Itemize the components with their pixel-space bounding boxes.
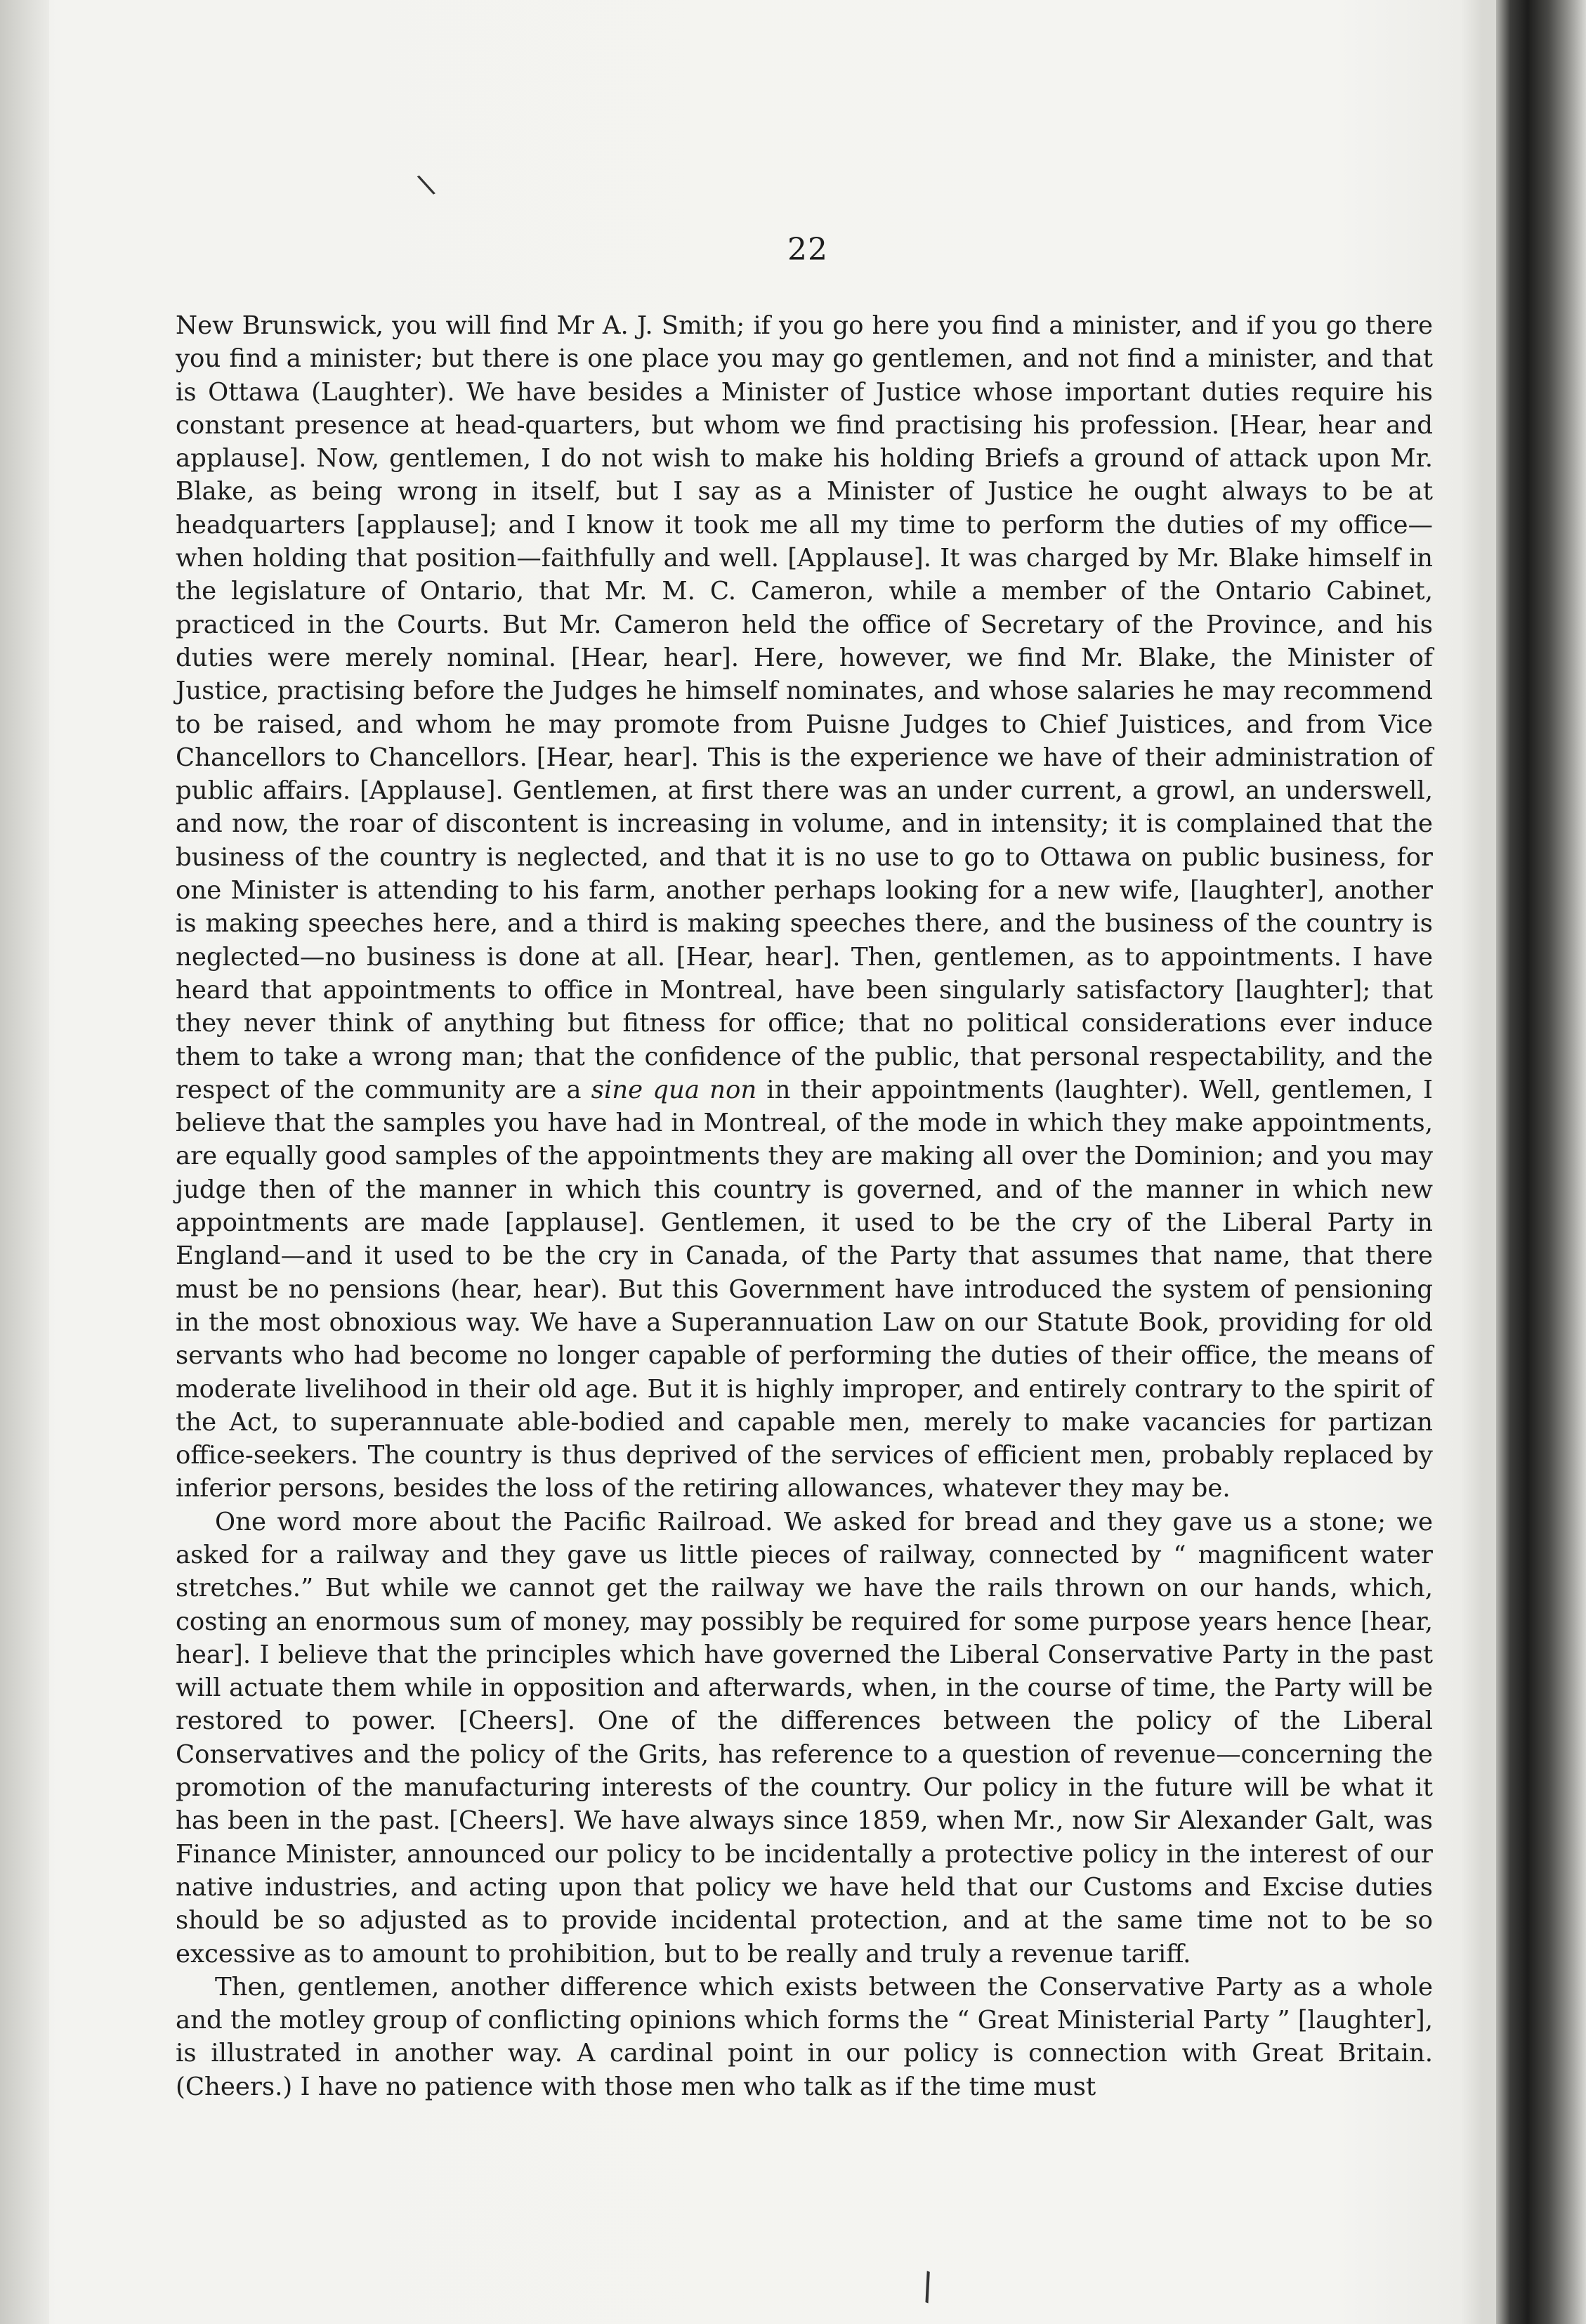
- text-run: One word more about the Pacific Railroad. We asked for bread and they gave us a stone; we asked for a railway and they gave us little pieces of railway, connected by “ magnificent water stretches.” But while we cannot get the railway we have the rails thrown on our hands, which, costing an enormous sum of money, may possibly be required for some purpose years hence [hear, hear]. I believe that the principles which have governed the Liberal Conservative Party in the past will actuate them while in opposition and afterwards, when, in the course of time, the Party will be restored to power. [Cheers]. One of the differences between the policy of the Liberal Conservatives and the policy of the Grits, has reference to a question of revenue—concerning the promotion of the manufacturing interests of the country. Our policy in the future will be what it has been in the past. [Cheers]. We have always since 1859, when Mr., now Sir Alexander Galt, was Finance Minister, announced our policy to be incidentally a protective policy in the interest of our native industries, and acting upon that policy we have held that our Customs and Excise duties should be so adjusted as to provide incidental protection, and at the same time not to be so excessive as to amount to prohibition, but to be really and truly a revenue tariff.: [176, 1507, 1433, 1969]
- book-binding-shadow: [1496, 0, 1586, 2324]
- page-number: 22: [787, 232, 828, 268]
- text-run: in their appointments (laughter). Well, gentlemen, I believe that the samples you have had in Montreal, of the mode in which they make appointments, are equally good samples of the appointments they are making all over the Dominion; and you may judge then of the manner in which this country is governed, and of the manner in which new appointments are made [applause]. Gentlemen, it used to be the cry of the Liberal Party in England—and it used to be the cry in Canada, of the Party that assumes that name, that there must be no pensions (hear, hear). But this Government have introduced the system of pensioning in the most obnoxious way. We have a Superannuation Law on our Statute Book, providing for old servants who had become no longer capable of performing the duties of their office, the means of moderate livelihood in their old age. But it is highly improper, and entirely contrary to the spirit of the Act, to superannuate able-bodied and capable men, merely to make vacancies for partizan office-seekers. The country is thus deprived of the services of efficient men, probably replaced by inferior persons, besides the loss of the retiring allowances, whatever they may be.: [176, 1075, 1433, 1503]
- left-page-margin: [0, 0, 49, 2324]
- body-text: [176, 309, 1433, 2103]
- text-run: Then, gentlemen, another difference which exists between the Conservative Party as a whole and the motley group of conflicting opinions which forms the “ Great Ministerial Party ” [laughter], is illustrated in another way. A cardinal point in our policy is connection with Great Britain. (Cheers.) I have no patience with those men who talk as if the time must: [176, 1972, 1433, 2101]
- ink-mark-top: \: [414, 168, 438, 202]
- italic-phrase: sine qua non: [591, 1075, 757, 1104]
- ink-mark-bottom: \: [915, 2264, 941, 2309]
- paragraph-1: [176, 309, 1433, 1506]
- paragraph-3: [176, 1971, 1433, 2103]
- paragraph-2: [176, 1506, 1433, 1971]
- text-run: New Brunswick, you will find Mr A. J. Smith; if you go here you find a minister, and if you go there you find a minister; but there is one place you may go gentlemen, and not find a minister, and that is Ottawa (Laughter). We have besides a Minister of Justice whose important duties require his constant presence at head-quarters, but whom we find practising his profession. [Hear, hear and applause]. Now, gentlemen, I do not wish to make his holding Briefs a ground of attack upon Mr. Blake, as being wrong in itself, but I say as a Minister of Justice he ought always to be at headquarters [applause]; and I know it took me all my time to perform the duties of my office—when holding that position—faithfully and well. [Applause]. It was charged by Mr. Blake himself in the legislature of Ontario, that Mr. M. C. Cameron, while a member of the Ontario Cabinet, practiced in the Courts. But Mr. Cameron held the office of Secretary of the Province, and his duties were merely nominal. [Hear, hear]. Here, however, we find Mr. Blake, the Minister of Justice, practising before the Judges he himself nominates, and whose salaries he may recommend to be raised, and whom he may promote from Puisne Judges to Chief Juistices, and from Vice Chancellors to Chancellors. [Hear, hear]. This is the experience we have of their administration of public affairs. [Applause]. Gentlemen, at first there was an under current, a growl, an underswell, and now, the roar of discontent is increasing in volume, and in intensity; it is complained that the business of the country is neglected, and that it is no use to go to Ottawa on public business, for one Minister is attending to his farm, another perhaps looking for a new wife, [laughter], another is making speeches here, and a third is making speeches there, and the business of the country is neglected—no business is done at all. [Hear, hear]. Then, gentlemen, as to appointments. I have heard that appointments to office in Montreal, have been singularly satisfactory [laughter]; that they never think of anything but fitness for office; that no political considerations ever induce them to take a wrong man; that the confidence of the public, that personal respectability, and the respect of the community are a: [176, 311, 1433, 1104]
